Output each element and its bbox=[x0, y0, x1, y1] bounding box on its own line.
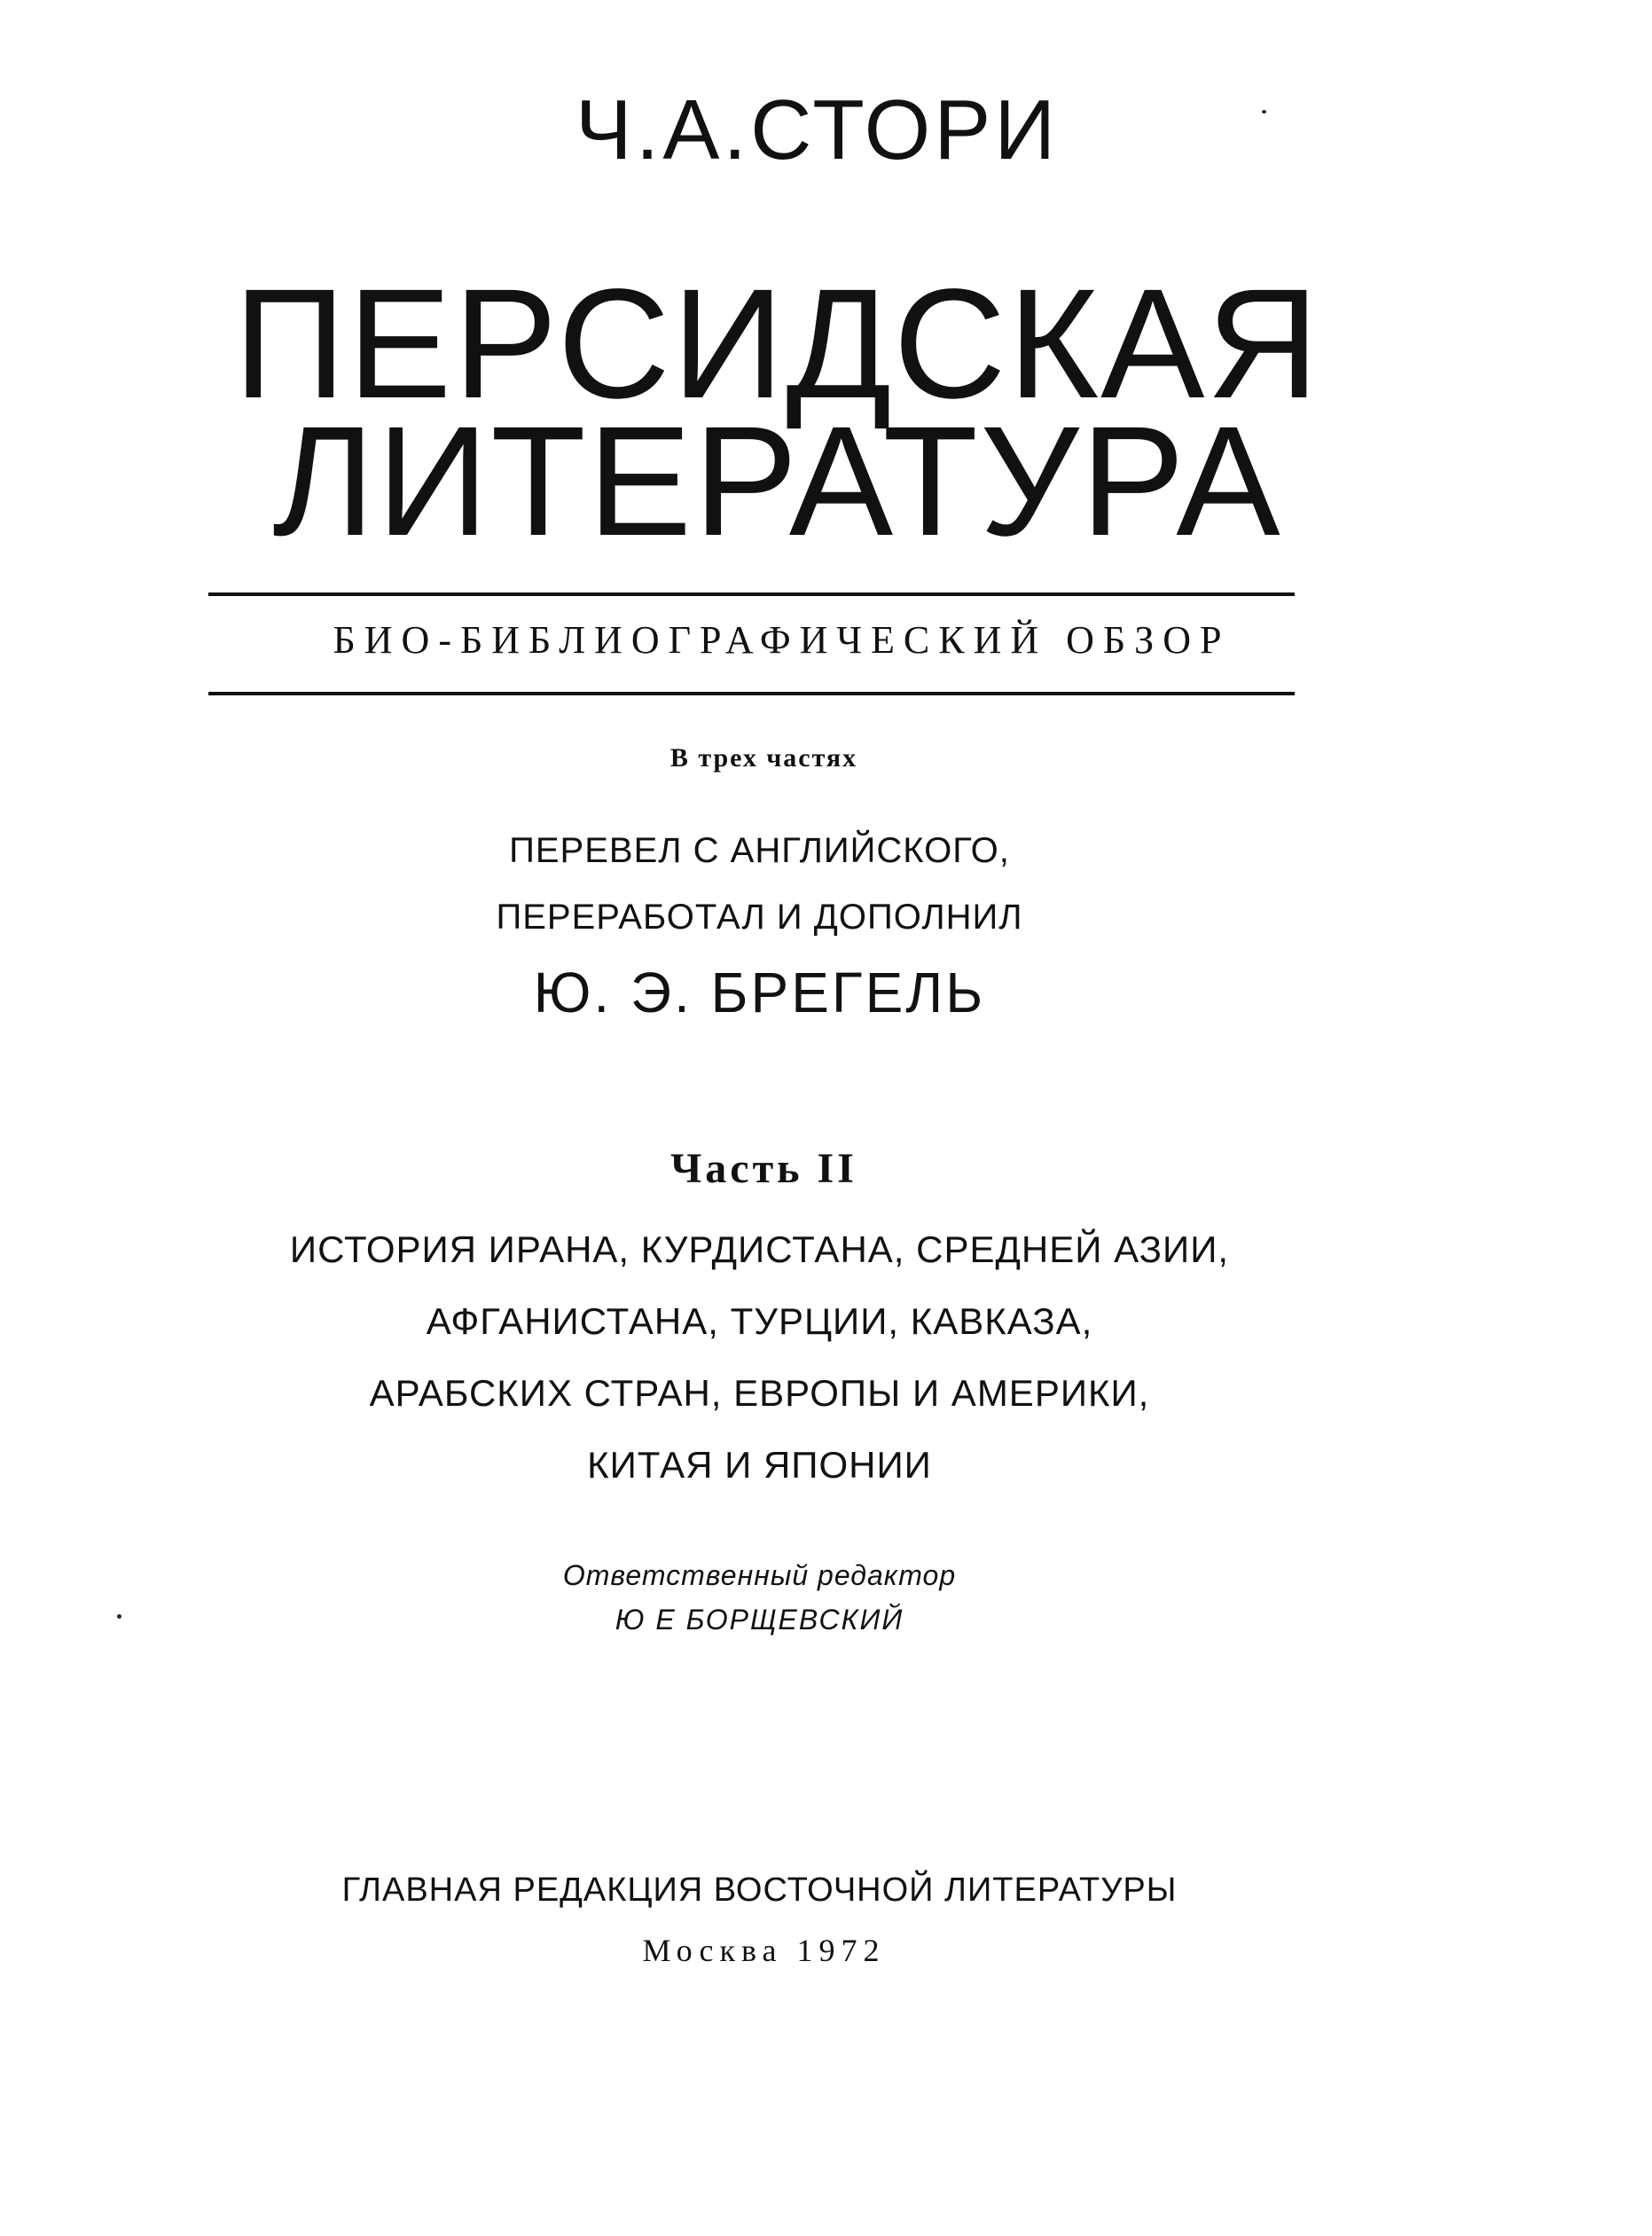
scan-speck bbox=[1262, 110, 1266, 114]
subtitle: БИО-БИБЛИОГРАФИЧЕСКИЙ ОБЗОР bbox=[333, 618, 1231, 662]
part-contents-line: АРАБСКИХ СТРАН, ЕВРОПЫ И АМЕРИКИ, bbox=[369, 1372, 1150, 1414]
editor-role: Ответственный редактор bbox=[562, 1559, 957, 1591]
part-contents-line: АФГАНИСТАНА, ТУРЦИИ, КАВКАЗА, bbox=[426, 1300, 1093, 1342]
scan-speck bbox=[117, 1614, 121, 1619]
subtitle-rule-top bbox=[208, 592, 1295, 596]
part-contents-line: ИСТОРИЯ ИРАНА, КУРДИСТАНА, СРЕДНЕЙ АЗИИ, bbox=[289, 1228, 1230, 1270]
translation-line-2: ПЕРЕРАБОТАЛ И ДОПОЛНИЛ bbox=[496, 898, 1023, 937]
book-title-line-1: ПЕРСИДСКАЯ bbox=[233, 257, 1321, 431]
parts-note: В трех частях bbox=[669, 743, 858, 773]
part-contents-line: КИТАЯ И ЯПОНИИ bbox=[587, 1444, 932, 1486]
translator-name: Ю. Э. БРЕГЕЛЬ bbox=[533, 961, 986, 1024]
part-label: Часть II bbox=[670, 1145, 857, 1192]
translation-line-1: ПЕРЕВЕЛ С АНГЛИЙСКОГО, bbox=[509, 831, 1010, 870]
subtitle-rule-bottom bbox=[208, 692, 1295, 695]
publisher: ГЛАВНАЯ РЕДАКЦИЯ ВОСТОЧНОЙ ЛИТЕРАТУРЫ bbox=[341, 1871, 1178, 1909]
book-title-line-2: ЛИТЕРАТУРА bbox=[272, 395, 1282, 569]
editor-name: Ю Е БОРЩЕВСКИЙ bbox=[615, 1604, 904, 1636]
city-year: Москва 1972 bbox=[642, 1933, 886, 1968]
author-name: Ч.А.СТОРИ bbox=[575, 82, 1060, 177]
